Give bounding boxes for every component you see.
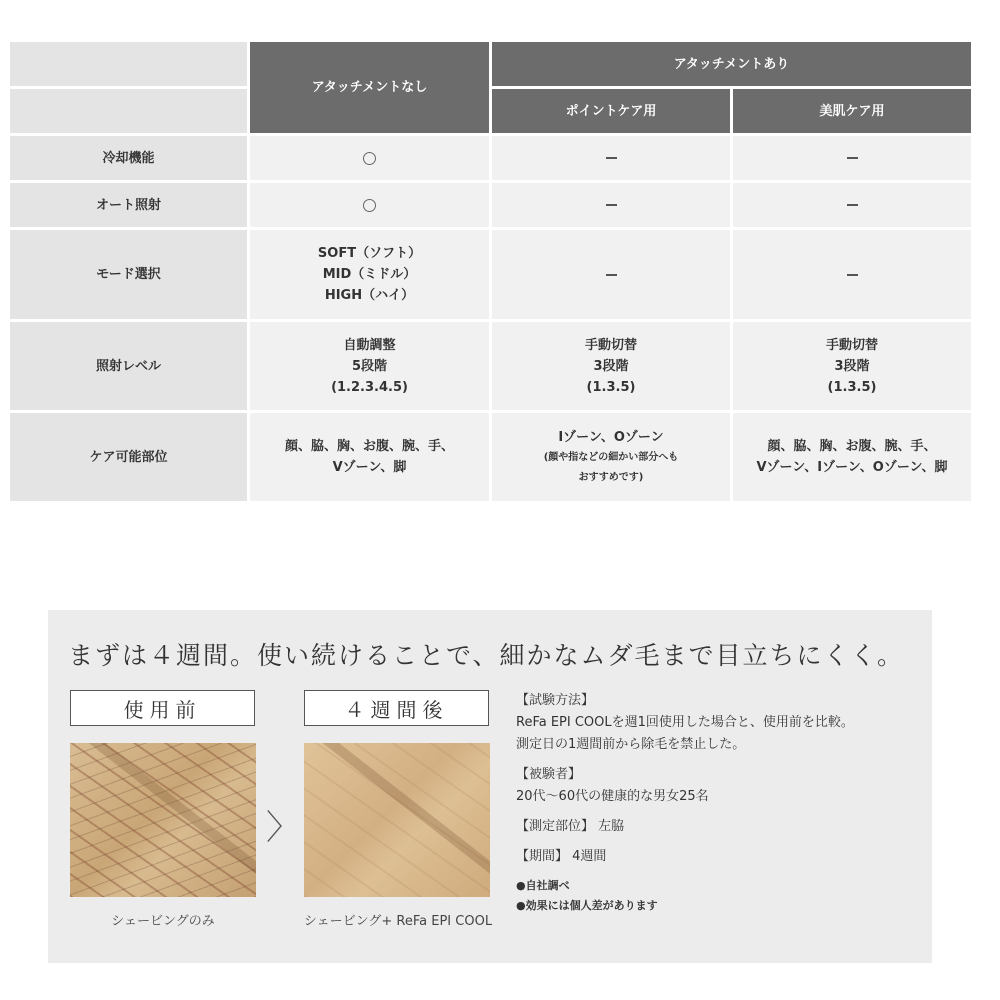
row-label-care-areas: ケア可能部位 [10, 413, 247, 501]
after-caption: シェービング+ ReFa EPI COOL [303, 914, 493, 929]
areas-note-1: (顔や指などの細かい部分へも [543, 451, 679, 463]
flash-level-point-care [492, 322, 730, 410]
header-point-care: ポイントケア用 [492, 89, 730, 133]
method-text-1: ReFa EPI COOLを週1回使用した場合と、使用前を比較。 [516, 715, 854, 730]
cooling-no-attachment [250, 136, 489, 180]
areas-line-2: Vゾーン、Iゾーン、Oゾーン、脚 [756, 460, 948, 475]
mode-select-point-care [492, 230, 730, 319]
method-title: 【試験方法】 [516, 693, 595, 708]
row-label-cooling: 冷却機能 [10, 136, 247, 180]
results-headline: まずは４週間。使い続けることで、細かなムダ毛まで目立ちにくく。 [68, 641, 905, 670]
header-no-attachment: アタッチメントなし [250, 42, 489, 133]
measurement-site: 【測定部位】 左脇 [516, 819, 625, 834]
row-label-mode-select: モード選択 [10, 230, 247, 319]
mode-select-skin-care [733, 230, 971, 319]
skin-crease [74, 743, 256, 892]
level-steps: 5段階 [351, 358, 388, 374]
circle-mark-icon [363, 152, 376, 165]
level-values: (1.3.5) [827, 379, 877, 395]
test-info [516, 690, 926, 916]
note-in-house: ●自社調べ [516, 879, 570, 892]
header-skin-care: 美肌ケア用 [733, 89, 971, 133]
comparison-table [10, 42, 970, 501]
dash-icon [847, 204, 858, 206]
cooling-skin-care [733, 136, 971, 180]
areas-line-1: 顔、脇、胸、お腹、腕、手、 [284, 439, 454, 454]
flash-level-skin-care [733, 322, 971, 410]
care-areas-skin-care [733, 413, 971, 501]
row-label-auto-flash: オート照射 [10, 183, 247, 227]
care-areas-point-care [492, 413, 730, 501]
dash-icon [847, 274, 858, 276]
areas-line-1: 顔、脇、胸、お腹、腕、手、 [767, 439, 937, 454]
test-period: 【期間】 4週間 [516, 849, 607, 864]
header-blank-bottom [10, 89, 247, 133]
method-text-2: 測定日の1週間前から除毛を禁止した。 [516, 737, 746, 752]
auto-flash-skin-care [733, 183, 971, 227]
mode-soft: SOFT（ソフト） [317, 246, 422, 261]
care-areas-no-attachment [250, 413, 489, 501]
after-label: ４週間後 [304, 690, 489, 726]
header-blank-top [10, 42, 247, 86]
dash-icon [606, 274, 617, 276]
results-panel [48, 610, 932, 963]
level-mode: 自動調整 [343, 337, 396, 353]
after-photo [304, 743, 490, 897]
level-mode: 手動切替 [825, 337, 878, 353]
areas-line-1: Iゾーン、Oゾーン [558, 429, 664, 445]
before-label: 使用前 [70, 690, 255, 726]
header-with-attachment: アタッチメントあり [492, 42, 971, 86]
level-values: (1.3.5) [586, 379, 636, 395]
row-label-flash-level: 照射レベル [10, 322, 247, 410]
cooling-point-care [492, 136, 730, 180]
dash-icon [606, 204, 617, 206]
dash-icon [847, 157, 858, 159]
areas-note-2: おすすめです) [578, 471, 644, 483]
dash-icon [606, 157, 617, 159]
skin-crease [308, 743, 490, 892]
note-individual-difference: ●効果には個人差があります [516, 899, 658, 912]
circle-mark-icon [363, 199, 376, 212]
mode-select-no-attachment [250, 230, 489, 319]
auto-flash-point-care [492, 183, 730, 227]
areas-line-2: Vゾーン、脚 [332, 460, 407, 475]
level-mode: 手動切替 [584, 337, 637, 353]
flash-level-no-attachment [250, 322, 489, 410]
before-caption: シェービングのみ [111, 914, 215, 929]
level-values: (1.2.3.4.5) [331, 379, 408, 395]
subjects-title: 【被験者】 [516, 767, 582, 782]
subjects-text: 20代〜60代の健康的な男女25名 [516, 789, 709, 804]
mode-mid: MID（ミドル） [322, 267, 417, 282]
before-photo [70, 743, 256, 897]
chevron-right-icon: 〉 [266, 808, 300, 848]
auto-flash-no-attachment [250, 183, 489, 227]
level-steps: 3段階 [593, 358, 629, 374]
level-steps: 3段階 [834, 358, 870, 374]
mode-high: HIGH（ハイ） [324, 288, 415, 303]
